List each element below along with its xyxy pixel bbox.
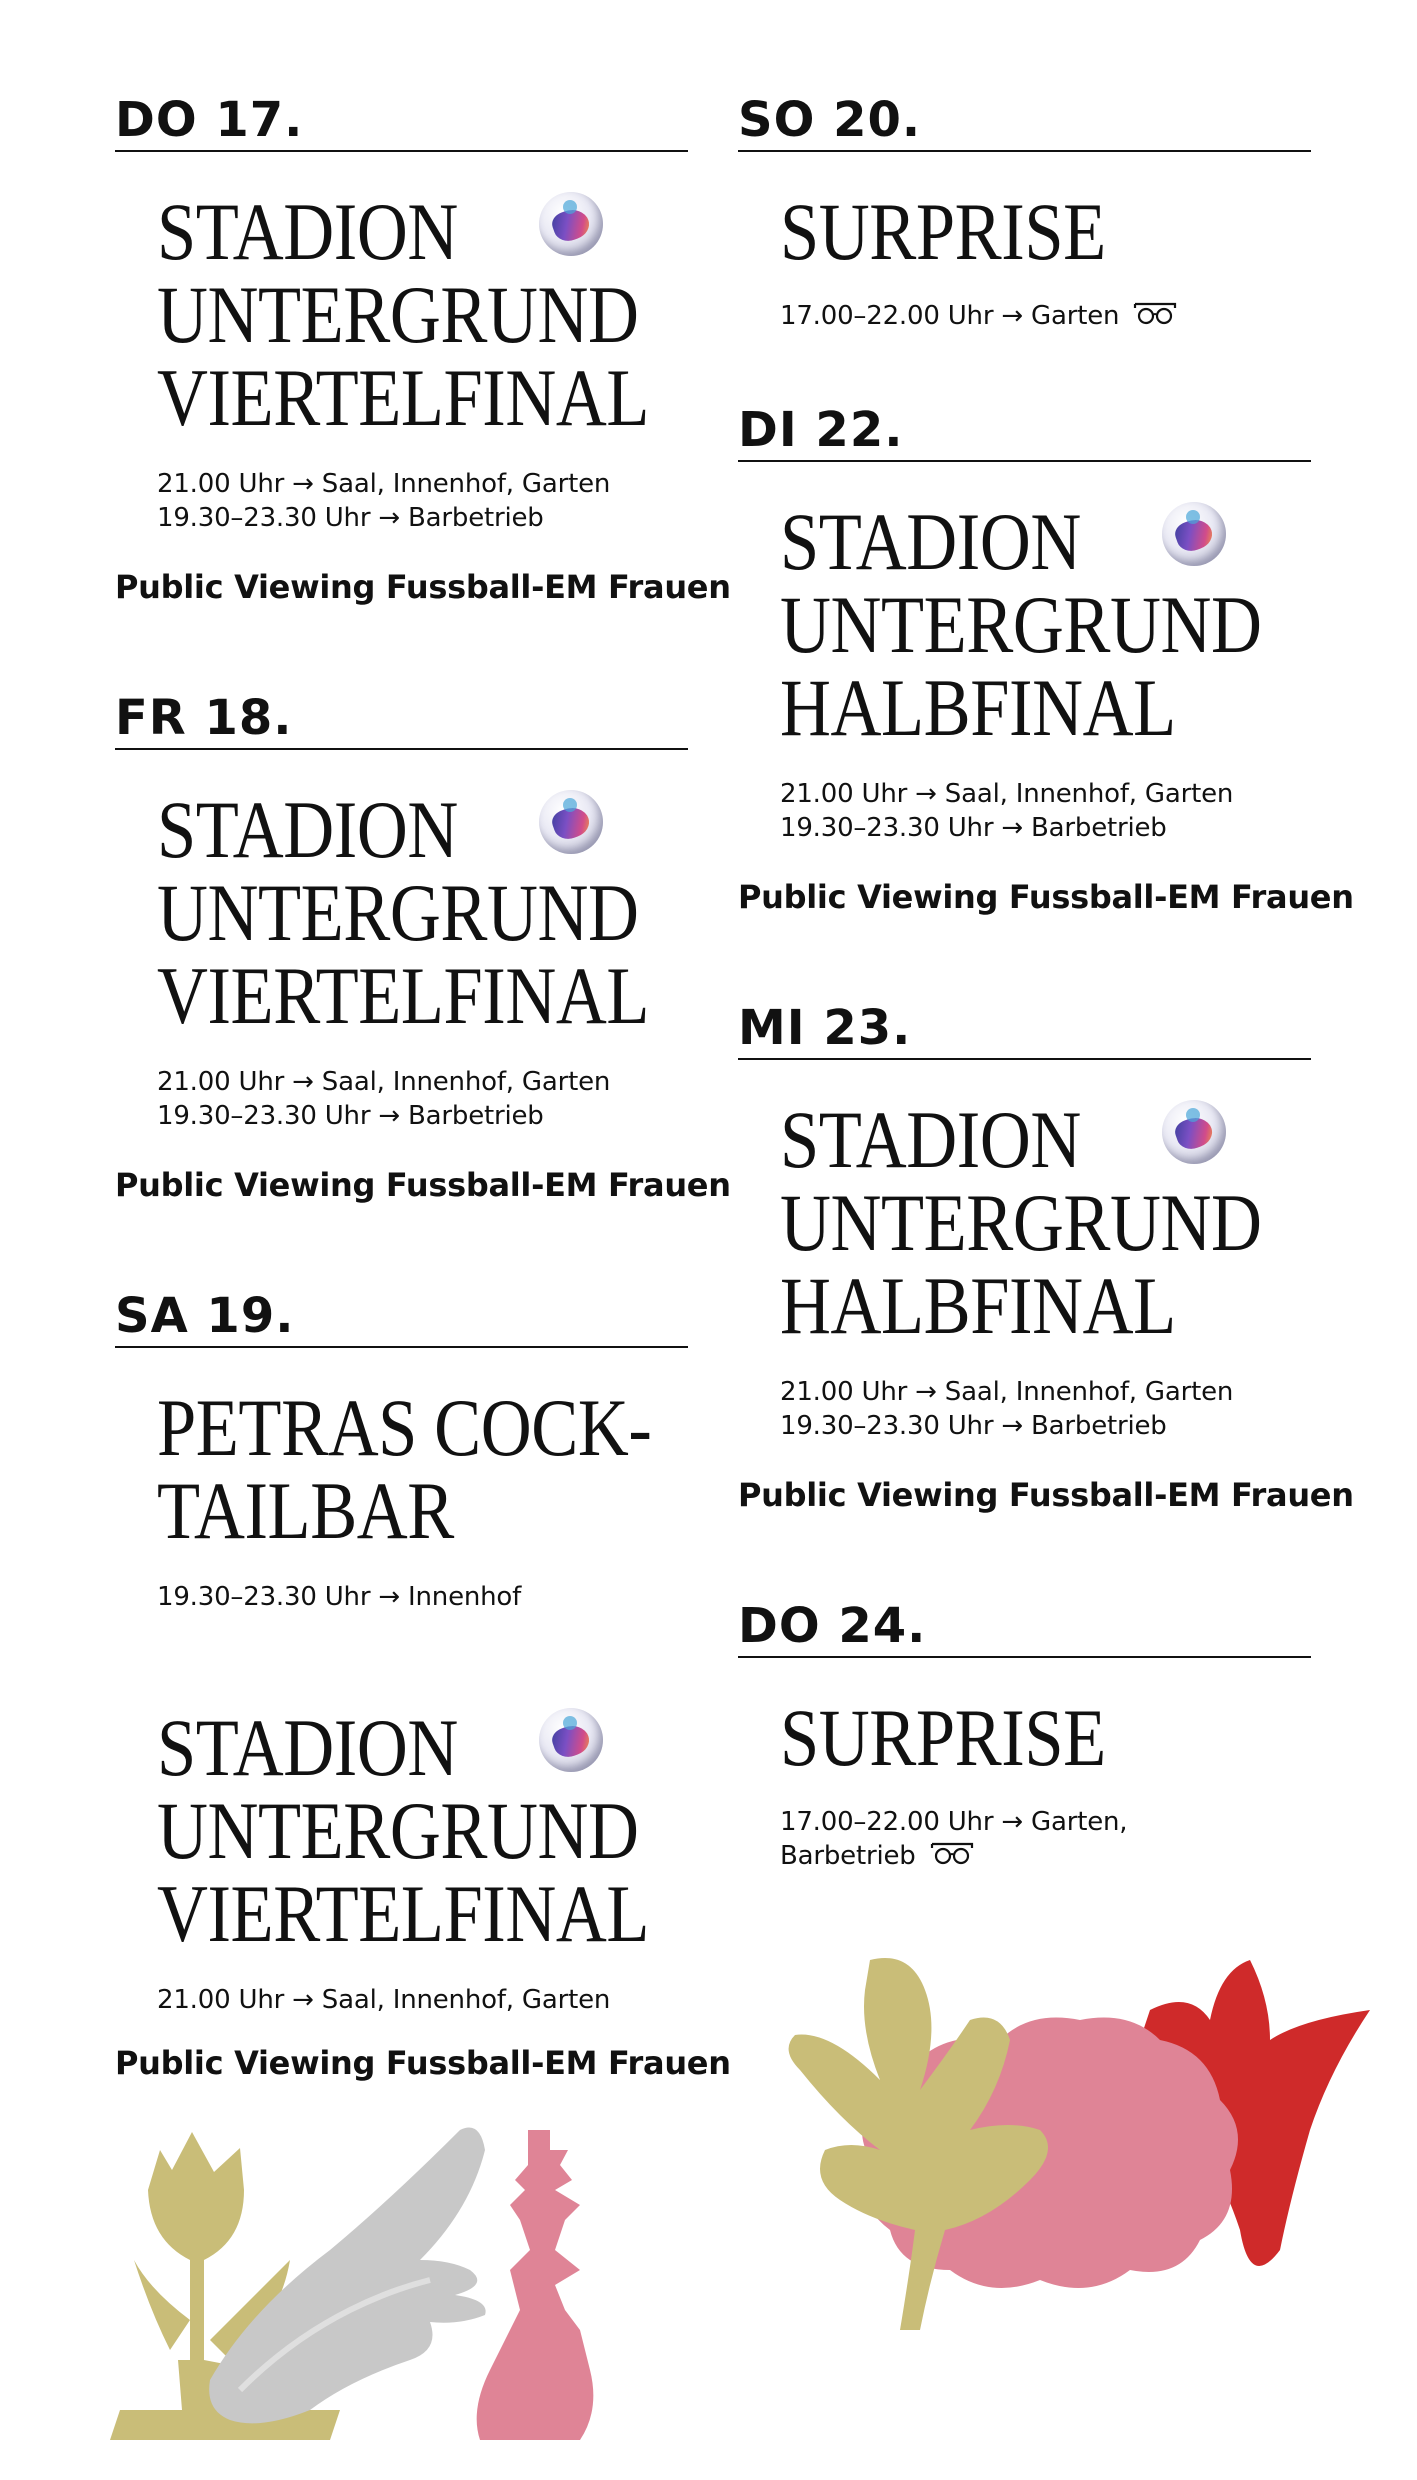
event-times — [157, 1983, 688, 2017]
day-heading: SA 19. — [115, 1292, 688, 1348]
football-icon — [539, 790, 603, 854]
event-title-line: STADION — [157, 784, 458, 875]
event-surprise — [780, 1692, 1311, 1873]
event-title — [780, 186, 1237, 277]
time-line: 17.00–22.00 Uhr → Garten, — [780, 1807, 1128, 1837]
event-title-line: UNTERGRUND — [780, 579, 1262, 670]
time-line: 21.00 Uhr → Saal, Innenhof, Garten — [157, 1985, 611, 2015]
event-stadion-untergrund — [157, 1702, 688, 2017]
football-icon — [1162, 1100, 1226, 1164]
day-mi-23 — [738, 1000, 1354, 1514]
event-title-line: VIERTELFINAL — [157, 1868, 650, 1959]
time-line: 21.00 Uhr → Saal, Innenhof, Garten — [157, 1067, 611, 1097]
chess-piece-shape — [477, 2130, 594, 2440]
event-surprise — [780, 186, 1311, 333]
day-heading: DI 22. — [738, 406, 1311, 462]
event-title-line: STADION — [157, 1702, 458, 1793]
day-heading: DO 17. — [115, 96, 688, 152]
time-line: 19.30–23.30 Uhr → Barbetrieb — [157, 1101, 544, 1131]
event-stadion-untergrund — [157, 186, 688, 535]
time-line: 21.00 Uhr → Saal, Innenhof, Garten — [780, 779, 1234, 809]
event-subline: Public Viewing Fussball-EM Frauen — [115, 568, 731, 606]
event-title-line: STADION — [780, 496, 1081, 587]
event-stadion-untergrund — [157, 784, 688, 1133]
day-heading: SO 20. — [738, 96, 1311, 152]
event-subline: Public Viewing Fussball-EM Frauen — [738, 878, 1354, 916]
event-title-line: VIERTELFINAL — [157, 352, 650, 443]
event-times — [780, 1805, 1311, 1873]
event-title-line: STADION — [157, 186, 458, 277]
day-do-17 — [115, 92, 731, 606]
event-times — [780, 777, 1311, 845]
time-line: 19.30–23.30 Uhr → Barbetrieb — [780, 813, 1167, 843]
football-icon — [539, 1708, 603, 1772]
event-subline: Public Viewing Fussball-EM Frauen — [738, 1476, 1354, 1514]
football-icon — [539, 192, 603, 256]
event-petras-cocktailbar — [157, 1382, 688, 1614]
day-heading: MI 23. — [738, 1004, 1311, 1060]
event-stadion-untergrund — [780, 496, 1311, 845]
day-so-20 — [738, 92, 1311, 333]
day-do-24 — [738, 1598, 1311, 1873]
event-subline: Public Viewing Fussball-EM Frauen — [115, 1166, 731, 1204]
day-heading: DO 24. — [738, 1602, 1311, 1658]
event-times — [780, 299, 1311, 333]
event-times — [157, 467, 688, 535]
event-title-line: HALBFINAL — [780, 662, 1176, 753]
time-line: 21.00 Uhr → Saal, Innenhof, Garten — [780, 1377, 1234, 1407]
event-title-line: UNTERGRUND — [157, 269, 639, 360]
decorative-illustration-left — [110, 2110, 650, 2450]
day-fr-18 — [115, 690, 731, 1204]
time-line: Barbetrieb — [780, 1841, 916, 1871]
time-line: 17.00–22.00 Uhr → Garten — [780, 301, 1120, 331]
event-title-line: PETRAS COCK- — [157, 1382, 652, 1473]
event-title-line: TAILBAR — [157, 1465, 454, 1556]
day-sa-19 — [115, 1288, 731, 2082]
event-times — [157, 1065, 688, 1133]
event-title — [780, 1692, 1237, 1783]
time-line: 19.30–23.30 Uhr → Barbetrieb — [157, 503, 544, 533]
glasses-icon — [930, 1840, 974, 1866]
time-line: 19.30–23.30 Uhr → Barbetrieb — [780, 1411, 1167, 1441]
event-stadion-untergrund — [780, 1094, 1311, 1443]
glasses-icon — [1133, 300, 1177, 326]
event-title-line: VIERTELFINAL — [157, 950, 650, 1041]
event-title-line: SURPRISE — [780, 1692, 1106, 1783]
silver-hand-shape — [209, 2128, 485, 2424]
football-icon — [1162, 502, 1226, 566]
time-line: 19.30–23.30 Uhr → Innenhof — [157, 1582, 522, 1612]
day-di-22 — [738, 402, 1354, 916]
event-subline: Public Viewing Fussball-EM Frauen — [115, 2044, 731, 2082]
event-title — [157, 1382, 652, 1556]
event-title-line: UNTERGRUND — [780, 1177, 1262, 1268]
day-heading: FR 18. — [115, 694, 688, 750]
time-line: 21.00 Uhr → Saal, Innenhof, Garten — [157, 469, 611, 499]
event-times — [157, 1580, 688, 1614]
event-times — [780, 1375, 1311, 1443]
event-title-line: HALBFINAL — [780, 1260, 1176, 1351]
event-title-line: UNTERGRUND — [157, 1785, 639, 1876]
event-title-line: UNTERGRUND — [157, 867, 639, 958]
event-title-line: STADION — [780, 1094, 1081, 1185]
event-title-line: SURPRISE — [780, 186, 1106, 277]
decorative-illustration-right — [770, 1950, 1390, 2350]
